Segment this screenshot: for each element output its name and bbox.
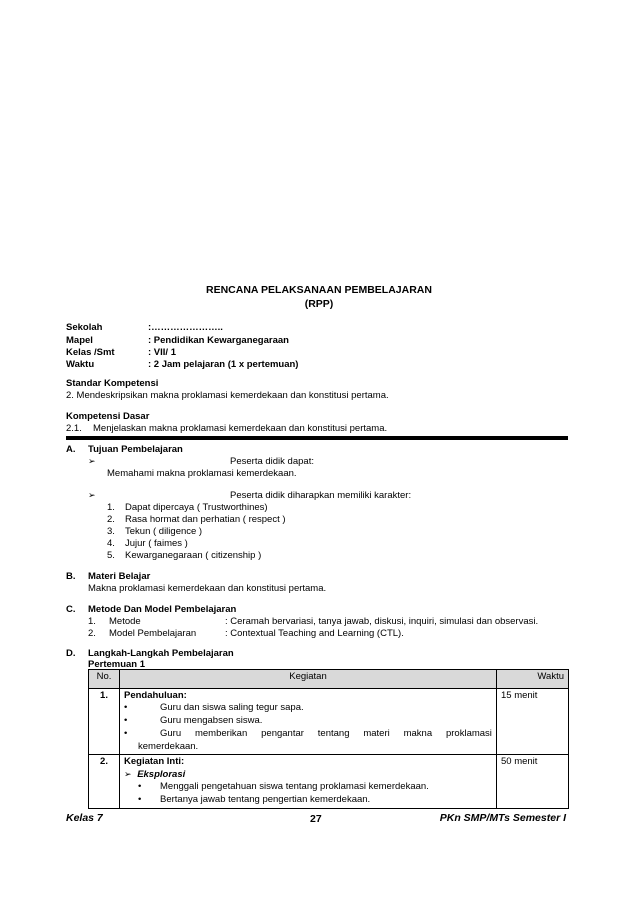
kd-heading: Kompetensi Dasar (66, 411, 150, 422)
arrow-bullet-icon: ➢ (88, 490, 96, 500)
method-number: 1. (88, 616, 96, 627)
section-c-heading: Metode Dan Model Pembelajaran (88, 604, 237, 615)
section-b-heading: Materi Belajar (88, 571, 151, 582)
doc-title: RENCANA PELAKSANAAN PEMBELAJARAN (206, 284, 432, 296)
row-number: 1. (89, 689, 120, 755)
word: pengantar (261, 728, 304, 739)
bullet-text: Menggali pengetahuan siswa tentang proklamasi kemerdekaan. (160, 781, 429, 792)
bullet-text: Guru mengabsen siswa. (160, 715, 263, 726)
page-number: 27 (310, 813, 322, 825)
materi-text: Makna proklamasi kemerdekaan dan konstitusi pertama. (88, 583, 327, 594)
identity-value: : 2 Jam pelajaran (1 x pertemuan) (148, 359, 299, 370)
list-number: 1. (107, 502, 115, 513)
bullet-icon: • (124, 728, 128, 739)
sub-heading (124, 768, 492, 781)
list-item (138, 794, 492, 807)
row-activity (120, 755, 497, 809)
word: tentang (317, 728, 350, 739)
header-kegiatan: Kegiatan (120, 670, 497, 689)
identity-label: Kelas /Smt (66, 347, 115, 358)
word: makna (403, 728, 433, 739)
row-duration: 50 menit (497, 755, 569, 809)
eksplorasi-label: Eksplorasi (137, 769, 186, 780)
identity-label: Waktu (66, 359, 95, 370)
bullet-icon: • (138, 794, 142, 805)
kd-number: 2.1. (66, 423, 82, 434)
activity-table (88, 669, 569, 809)
row-activity (120, 689, 497, 755)
footer-class: Kelas 7 (66, 812, 103, 824)
word: materi (363, 728, 390, 739)
list-item: Kewarganegaraan ( citizenship ) (125, 550, 262, 561)
bullet-text: Guru dan siswa saling tegur sapa. (160, 702, 304, 713)
word: memberikan (194, 728, 248, 739)
list-item: Tekun ( diligence ) (125, 526, 203, 537)
bullet-text-justified (160, 728, 492, 740)
bullet-continuation: kemerdekaan. (138, 741, 199, 752)
bullet-icon: • (124, 715, 128, 726)
method-number: 2. (88, 628, 96, 639)
section-a-heading: Tujuan Pembelajaran (88, 444, 183, 455)
list-item (124, 715, 492, 728)
method-value: : Ceramah bervariasi, tanya jawab, diskusi, inquiri, simulasi dan observasi. (225, 616, 539, 627)
section-d-heading: Langkah-Langkah Pembelajaran (88, 648, 234, 659)
row-duration: 15 menit (497, 689, 569, 755)
list-item: Rasa hormat dan perhatian ( respect ) (125, 514, 286, 525)
word: proklamasi (445, 728, 492, 739)
identity-value: : Pendidikan Kewarganegaraan (148, 335, 289, 346)
header-waktu: Waktu (497, 670, 569, 689)
kd-text: Menjelaskan makna proklamasi kemerdekaan dan konstitusi pertama. (93, 423, 388, 434)
table-row (89, 755, 569, 809)
activity-title: Kegiatan Inti: (124, 756, 185, 767)
character-intro: Peserta didik diharapkan memiliki karakter: (230, 490, 412, 501)
list-item: Jujur ( faimes ) (125, 538, 188, 549)
identity-value: :………………….. (148, 322, 223, 333)
meeting-label: Pertemuan 1 (88, 659, 146, 670)
sk-text: 2. Mendeskripsikan makna proklamasi kemerdekaan dan konstitusi pertama. (66, 390, 389, 401)
doc-subtitle: (RPP) (304, 298, 334, 310)
identity-value: : VII/ 1 (148, 347, 176, 358)
bullet-icon: • (124, 702, 128, 713)
header-no: No. (89, 670, 120, 689)
section-letter: B. (66, 571, 76, 582)
list-item (124, 728, 492, 741)
bullet-text: Bertanya jawab tentang pengertian kemerdekaan. (160, 794, 371, 805)
table-row (89, 689, 569, 755)
word: Guru (160, 728, 182, 739)
section-letter: A. (66, 444, 76, 455)
list-number: 3. (107, 526, 115, 537)
identity-label: Mapel (66, 335, 93, 346)
activity-title: Pendahuluan: (124, 690, 187, 701)
row-number: 2. (89, 755, 120, 809)
section-letter: D. (66, 648, 76, 659)
list-item (124, 702, 492, 715)
list-item (138, 781, 492, 794)
table-header-row (89, 670, 569, 689)
list-number: 4. (107, 538, 115, 549)
list-number: 2. (107, 514, 115, 525)
footer-subject: PKn SMP/MTs Semester I (439, 812, 566, 824)
list-number: 5. (107, 550, 115, 561)
objective-intro: Peserta didik dapat: (230, 456, 314, 467)
objective-text: Memahami makna proklamasi kemerdekaan. (107, 468, 297, 479)
arrow-bullet-icon: ➢ (88, 456, 96, 466)
list-item: Dapat dipercaya ( Trustworthines) (125, 502, 268, 513)
method-label: Metode (109, 616, 141, 627)
method-value: : Contextual Teaching and Learning (CTL). (225, 628, 404, 639)
arrow-bullet-icon: ➢ (124, 769, 132, 779)
sk-heading: Standar Kompetensi (66, 378, 159, 389)
bullet-icon: • (138, 781, 142, 792)
method-label: Model Pembelajaran (109, 628, 197, 639)
identity-label: Sekolah (66, 322, 103, 333)
section-letter: C. (66, 604, 76, 615)
section-divider (66, 436, 568, 440)
